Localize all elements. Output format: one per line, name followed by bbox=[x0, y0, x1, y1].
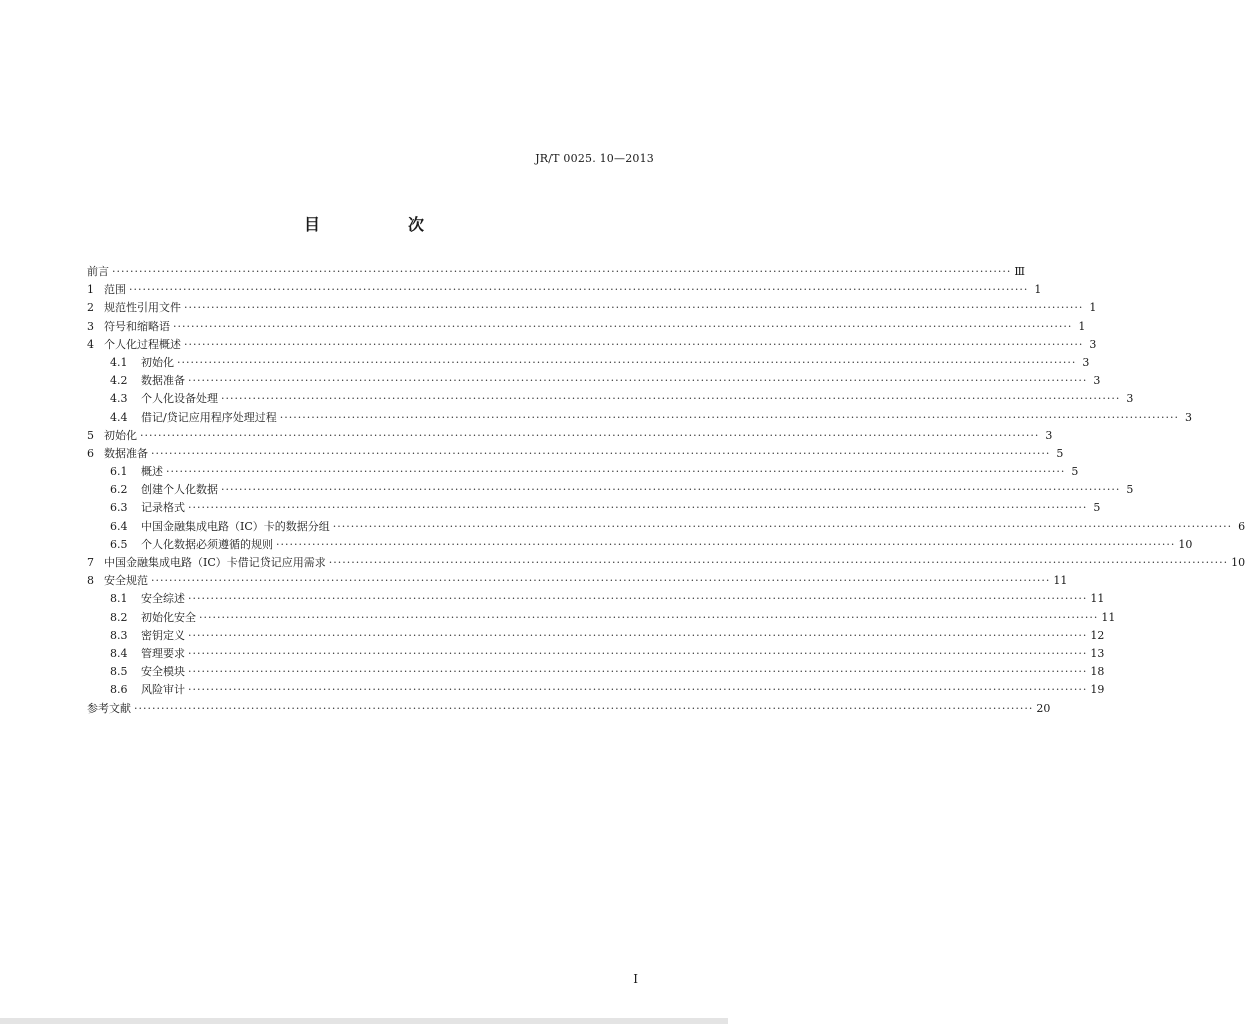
toc-leader-dots: ········································································································································································································ bbox=[184, 337, 1084, 351]
toc-entry-label: 个人化数据必须遵循的规则 bbox=[141, 537, 273, 551]
toc-entry-number: 4.4 bbox=[110, 410, 128, 424]
toc-entry-page: 18 bbox=[1090, 665, 1105, 679]
toc-entry[interactable] bbox=[87, 336, 1097, 354]
toc-entry-page: 5 bbox=[1056, 446, 1064, 460]
toc-leader-dots: ········································································································································································································ bbox=[151, 574, 1051, 588]
toc-entry-page: 19 bbox=[1090, 683, 1105, 697]
toc-entry-number: 8.1 bbox=[110, 592, 128, 606]
toc-title: 目 次 bbox=[303, 215, 460, 234]
toc-entry-page: 3 bbox=[1045, 428, 1053, 442]
toc-entry-label: 数据准备 bbox=[141, 374, 185, 388]
toc-entry-number: 7 bbox=[87, 556, 94, 569]
toc-entry-label: 中国金融集成电路（IC）卡借记贷记应用需求 bbox=[104, 556, 326, 569]
toc-entry-number: 8.4 bbox=[110, 646, 128, 660]
toc-entry-number: 8.2 bbox=[110, 610, 128, 624]
toc-entry[interactable] bbox=[87, 263, 1025, 281]
toc-entry-page: 1 bbox=[1034, 283, 1042, 297]
toc-entry-page: 5 bbox=[1071, 465, 1079, 479]
toc-leader-dots: ········································································································································································································ bbox=[134, 701, 1034, 715]
toc-leader-dots: ········································································································································································································ bbox=[140, 428, 1040, 442]
toc-entry-label: 管理要求 bbox=[141, 646, 185, 660]
toc-entry-number: 1 bbox=[87, 283, 94, 297]
toc-entry-page: 3 bbox=[1093, 374, 1101, 388]
toc-entry-number: 6.5 bbox=[110, 537, 128, 551]
toc-entry-label: 风险审计 bbox=[141, 683, 185, 697]
toc-leader-dots: ········································································································································································································ bbox=[188, 665, 1088, 679]
toc-entry-number: 8.5 bbox=[110, 665, 128, 679]
toc-entry[interactable] bbox=[87, 572, 1068, 590]
page-bottom-edge bbox=[0, 1018, 728, 1024]
toc-entry-page: 3 bbox=[1185, 410, 1193, 424]
toc-leader-dots: ········································································································································································································ bbox=[166, 465, 1066, 479]
toc-entry-page: 3 bbox=[1089, 337, 1097, 351]
toc-entry-label: 个人化过程概述 bbox=[104, 337, 181, 351]
toc-entry-number: 4.2 bbox=[110, 374, 128, 388]
toc-leader-dots: ········································································································································································································ bbox=[173, 319, 1073, 333]
toc-leader-dots: ········································································································································································································ bbox=[279, 410, 1180, 424]
toc-entry[interactable] bbox=[87, 354, 1090, 372]
toc-entry-label: 初始化安全 bbox=[141, 610, 196, 624]
toc-leader-dots: ········································································································································································································ bbox=[184, 301, 1084, 315]
toc-entry-page: 5 bbox=[1126, 483, 1134, 497]
toc-entry-number: 4.3 bbox=[110, 392, 128, 406]
toc-entry[interactable] bbox=[87, 499, 1101, 517]
toc-entry[interactable] bbox=[87, 427, 1053, 445]
toc-entry[interactable] bbox=[87, 518, 1245, 536]
toc-entry[interactable] bbox=[87, 445, 1064, 463]
toc-entry-page: 10 bbox=[1231, 556, 1245, 569]
toc-entry-page: 20 bbox=[1036, 701, 1051, 715]
toc-entry-label: 范围 bbox=[104, 283, 126, 297]
toc-entry[interactable] bbox=[87, 700, 1051, 718]
toc-entry[interactable] bbox=[87, 390, 1134, 408]
toc-leader-dots: ········································································································································································································ bbox=[112, 265, 1012, 278]
toc-entry[interactable] bbox=[87, 409, 1193, 427]
toc-entry-label: 安全模块 bbox=[141, 665, 185, 679]
toc-leader-dots: ········································································································································································································ bbox=[188, 592, 1088, 606]
toc-entry-page: 3 bbox=[1126, 392, 1134, 406]
toc-entry[interactable] bbox=[87, 536, 1193, 554]
toc-entry-number: 4 bbox=[87, 337, 94, 351]
toc-entry-number: 5 bbox=[87, 428, 94, 442]
toc-leader-dots: ········································································································································································································ bbox=[221, 483, 1121, 497]
toc-entry-page: 12 bbox=[1090, 628, 1105, 642]
toc-entry-number: 8 bbox=[87, 574, 94, 588]
toc-entry-page: 11 bbox=[1090, 592, 1105, 606]
toc-entry-number: 4.1 bbox=[110, 355, 128, 369]
toc-leader-dots: ········································································································································································································ bbox=[129, 283, 1029, 297]
toc-entry-number: 3 bbox=[87, 319, 94, 333]
toc-entry-page: 11 bbox=[1053, 574, 1068, 588]
toc-entry[interactable] bbox=[87, 299, 1097, 317]
toc-entry-number: 6.2 bbox=[110, 483, 128, 497]
toc-entry[interactable] bbox=[87, 481, 1134, 499]
toc-entry-page: 1 bbox=[1089, 301, 1097, 315]
toc-entry-number: 8.3 bbox=[110, 628, 128, 642]
toc-leader-dots: ········································································································································································································ bbox=[177, 355, 1077, 369]
toc-entry[interactable] bbox=[87, 554, 1245, 572]
toc-entry-label: 借记/贷记应用程序处理过程 bbox=[141, 410, 277, 424]
toc-entry-label: 数据准备 bbox=[104, 446, 148, 460]
toc-entry[interactable] bbox=[87, 681, 1105, 699]
toc-entry-label: 初始化 bbox=[141, 355, 174, 369]
toc-leader-dots: ········································································································································································································ bbox=[188, 501, 1088, 515]
toc-entry-label: 符号和缩略语 bbox=[104, 319, 170, 333]
toc-leader-dots: ········································································································································································································ bbox=[151, 446, 1051, 460]
toc-leader-dots: ········································································································································································································ bbox=[188, 628, 1088, 642]
toc-leader-dots: ········································································································································································································ bbox=[328, 556, 1229, 569]
toc-entry-page: 1 bbox=[1078, 319, 1086, 333]
toc-leader-dots: ········································································································································································································ bbox=[332, 519, 1233, 533]
toc-leader-dots: ········································································································································································································ bbox=[188, 646, 1088, 660]
toc-leader-dots: ········································································································································································································ bbox=[221, 392, 1121, 406]
toc-entry[interactable] bbox=[87, 463, 1079, 481]
toc-entry[interactable] bbox=[87, 590, 1105, 608]
toc-entry-number: 6.4 bbox=[110, 519, 128, 533]
toc-entry-label: 规范性引用文件 bbox=[104, 301, 181, 315]
toc-entry-label: 前言 bbox=[87, 265, 109, 278]
toc-entry-label: 参考文献 bbox=[87, 701, 131, 715]
toc-entry-number: 6.3 bbox=[110, 501, 128, 515]
toc-entry-number: 2 bbox=[87, 301, 94, 315]
toc-entry-label: 安全综述 bbox=[141, 592, 185, 606]
toc-leader-dots: ········································································································································································································ bbox=[188, 683, 1088, 697]
toc-leader-dots: ········································································································································································································ bbox=[199, 610, 1099, 624]
toc-entry-page: 5 bbox=[1093, 501, 1101, 515]
toc-entry-page: 13 bbox=[1090, 646, 1105, 660]
toc-entry-page: 6 bbox=[1238, 519, 1245, 533]
toc-entry[interactable] bbox=[87, 318, 1086, 336]
toc-entry-label: 记录格式 bbox=[141, 501, 185, 515]
toc-entry-label: 密钥定义 bbox=[141, 628, 185, 642]
toc-entry-label: 中国金融集成电路（IC）卡的数据分组 bbox=[141, 519, 330, 533]
toc-entry[interactable] bbox=[87, 372, 1101, 390]
table-of-contents bbox=[87, 263, 1245, 718]
standard-code: JR/T 0025. 10—2013 bbox=[535, 152, 654, 165]
toc-entry-label: 概述 bbox=[141, 465, 163, 479]
toc-entry-page: 10 bbox=[1178, 537, 1193, 551]
toc-entry[interactable] bbox=[87, 663, 1105, 681]
page-number: I bbox=[633, 972, 638, 986]
toc-entry-page: Ⅲ bbox=[1014, 265, 1025, 278]
toc-entry-label: 创建个人化数据 bbox=[141, 483, 218, 497]
toc-entry[interactable] bbox=[87, 627, 1105, 645]
toc-entry[interactable] bbox=[87, 281, 1042, 299]
toc-entry-label: 个人化设备处理 bbox=[141, 392, 218, 406]
toc-entry-page: 11 bbox=[1101, 610, 1116, 624]
toc-entry-number: 8.6 bbox=[110, 683, 128, 697]
toc-entry-label: 初始化 bbox=[104, 428, 137, 442]
toc-entry-page: 3 bbox=[1082, 355, 1090, 369]
toc-entry-number: 6.1 bbox=[110, 465, 128, 479]
toc-entry-label: 安全规范 bbox=[104, 574, 148, 588]
toc-entry[interactable] bbox=[87, 609, 1116, 627]
toc-leader-dots: ········································································································································································································ bbox=[276, 537, 1176, 551]
toc-leader-dots: ········································································································································································································ bbox=[188, 374, 1088, 388]
toc-entry[interactable] bbox=[87, 645, 1105, 663]
toc-entry-number: 6 bbox=[87, 446, 94, 460]
